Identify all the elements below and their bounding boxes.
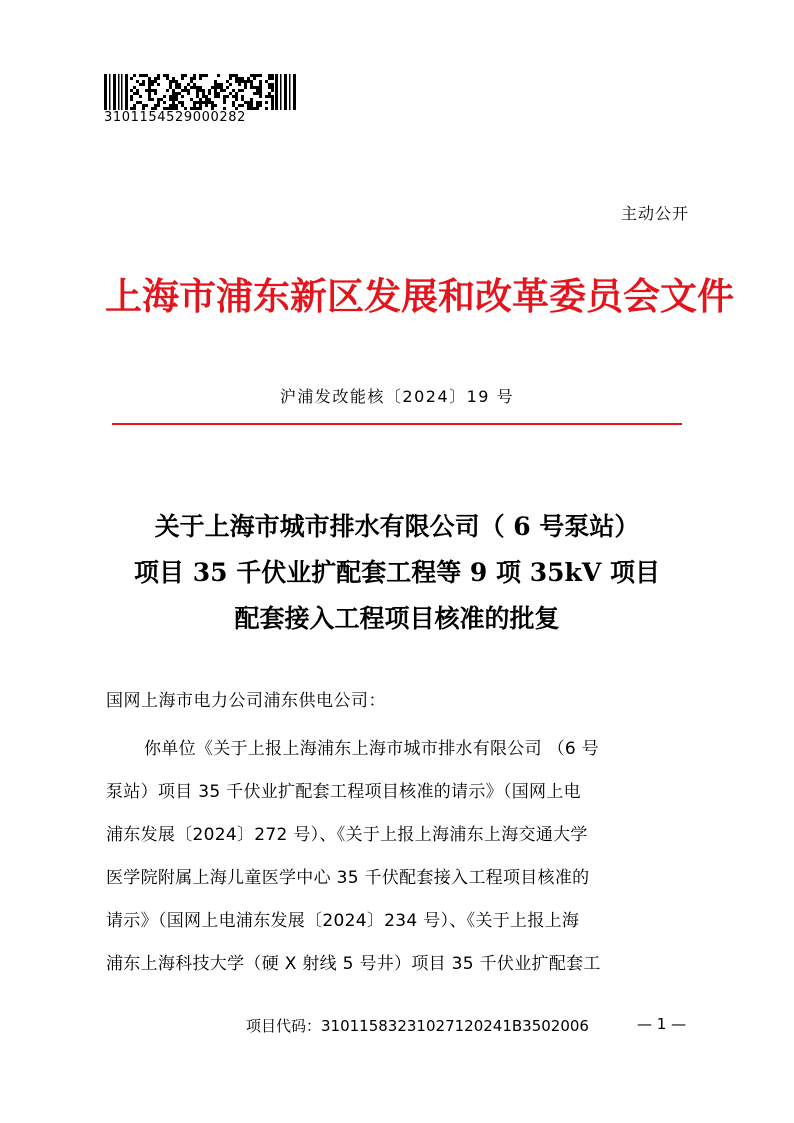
body-line: 请示》（国网上电浦东发展〔2024〕234 号）、《关于上报上海 <box>106 911 580 931</box>
title-line: 关于上海市城市排水有限公司（ 6 号泵站） <box>154 512 640 541</box>
document-number: 沪浦发改能核〔2024〕19 号 <box>279 387 515 406</box>
title-line: 配套接入工程项目核准的批复 <box>234 604 560 633</box>
barcode <box>104 74 296 110</box>
red-divider <box>112 423 682 425</box>
salutation: 国网上海市电力公司浦东供电公司： <box>106 691 386 711</box>
barcode-number: 3101154529000282 <box>104 110 246 125</box>
body-line: 浦东发展〔2024〕272 号）、《关于上报上海浦东上海交通大学 <box>106 825 588 845</box>
project-code: 项目代码：31011583231027120241B3502006 <box>246 1017 589 1035</box>
body-line: 泵站）项目 35 千伏业扩配套工程项目核准的请示》（国网上电 <box>106 782 581 802</box>
page-number: — 1 — <box>637 1015 687 1033</box>
body-line: 浦东上海科技大学（硬 X 射线 5 号井）项目 35 千伏业扩配套工 <box>106 954 601 974</box>
body-line: 你单位《关于上报上海浦东上海市城市排水有限公司 （6 号 <box>144 739 600 759</box>
title-line: 项目 35 千伏业扩配套工程等 9 项 35kV 项目 <box>134 558 660 587</box>
document-title <box>90 504 704 642</box>
disclosure-label: 主动公开 <box>620 204 689 223</box>
body-line: 医学院附属上海儿童医学中心 35 千伏配套接入工程项目核准的 <box>106 868 590 888</box>
body-paragraph <box>106 728 690 986</box>
agency-name: 上海市浦东新区发展和改革委员会文件 <box>105 274 734 318</box>
